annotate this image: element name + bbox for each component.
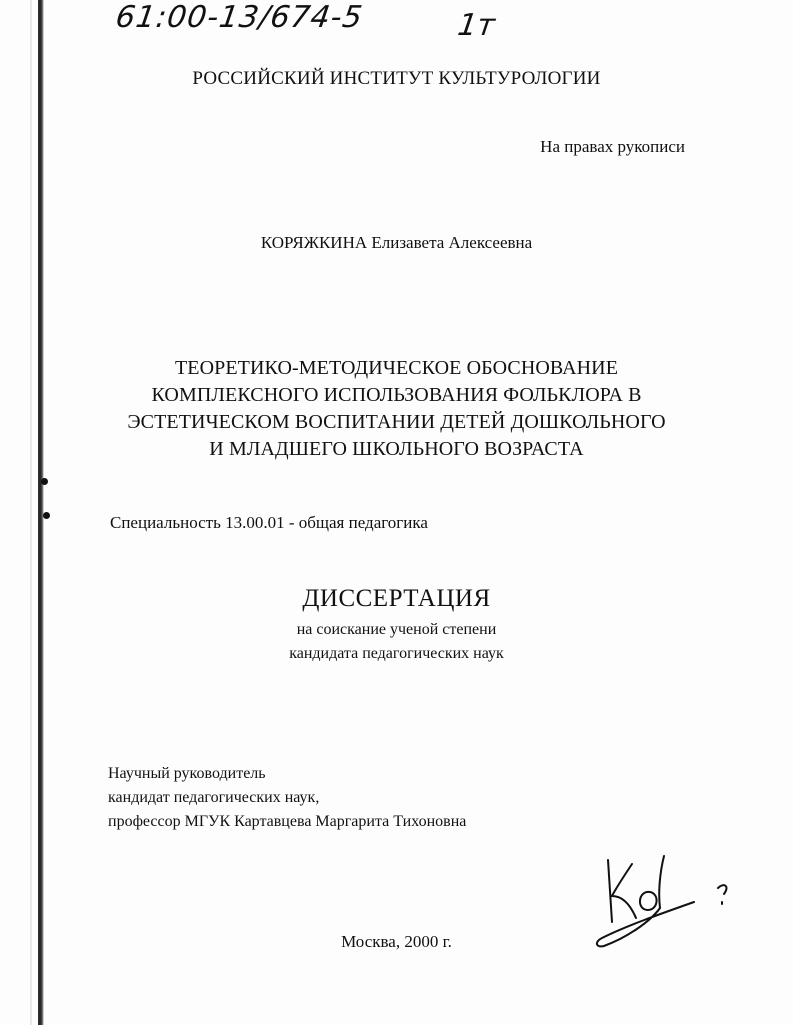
scan-dot [43, 512, 50, 519]
manuscript-rights: На правах рукописи [540, 137, 685, 156]
city-year: Москва, 2000 г. [341, 932, 452, 951]
title-line: И МЛАДШЕГО ШКОЛЬНОГО ВОЗРАСТА [209, 438, 584, 460]
archive-mark: 1т [455, 8, 498, 43]
institute-name: РОССИЙСКИЙ ИНСТИТУТ КУЛЬТУРОЛОГИИ [192, 68, 601, 89]
title-line: КОМПЛЕКСНОГО ИСПОЛЬЗОВАНИЯ ФОЛЬКЛОРА В [151, 384, 642, 406]
supervisor-degree: кандидат педагогических наук, [108, 789, 320, 806]
degree-info [0, 618, 793, 666]
degree-line: кандидата педагогических наук [289, 645, 504, 662]
archive-number: 61:00-13/674-5 [113, 0, 366, 35]
title-line: ТЕОРЕТИКО-МЕТОДИЧЕСКОЕ ОБОСНОВАНИЕ [174, 357, 619, 379]
title-line: ЭСТЕТИЧЕСКОМ ВОСПИТАНИИ ДЕТЕЙ ДОШКОЛЬНОГО [127, 411, 666, 433]
dissertation-title [0, 355, 793, 463]
supervisor-name: профессор МГУК Картавцева Маргарита Тихоновна [108, 813, 467, 830]
supervisor-label: Научный руководитель [108, 765, 266, 782]
scan-shadow [30, 0, 32, 1025]
author-name: КОРЯЖКИНА Елизавета Алексеевна [260, 233, 533, 252]
dissertation-heading: ДИССЕРТАЦИЯ [302, 585, 491, 612]
degree-line: на соискание ученой степени [296, 621, 497, 638]
scan-dot [41, 478, 48, 485]
specialty: Специальность 13.00.01 - общая педагогика [110, 513, 428, 532]
supervisor-block [108, 762, 466, 834]
